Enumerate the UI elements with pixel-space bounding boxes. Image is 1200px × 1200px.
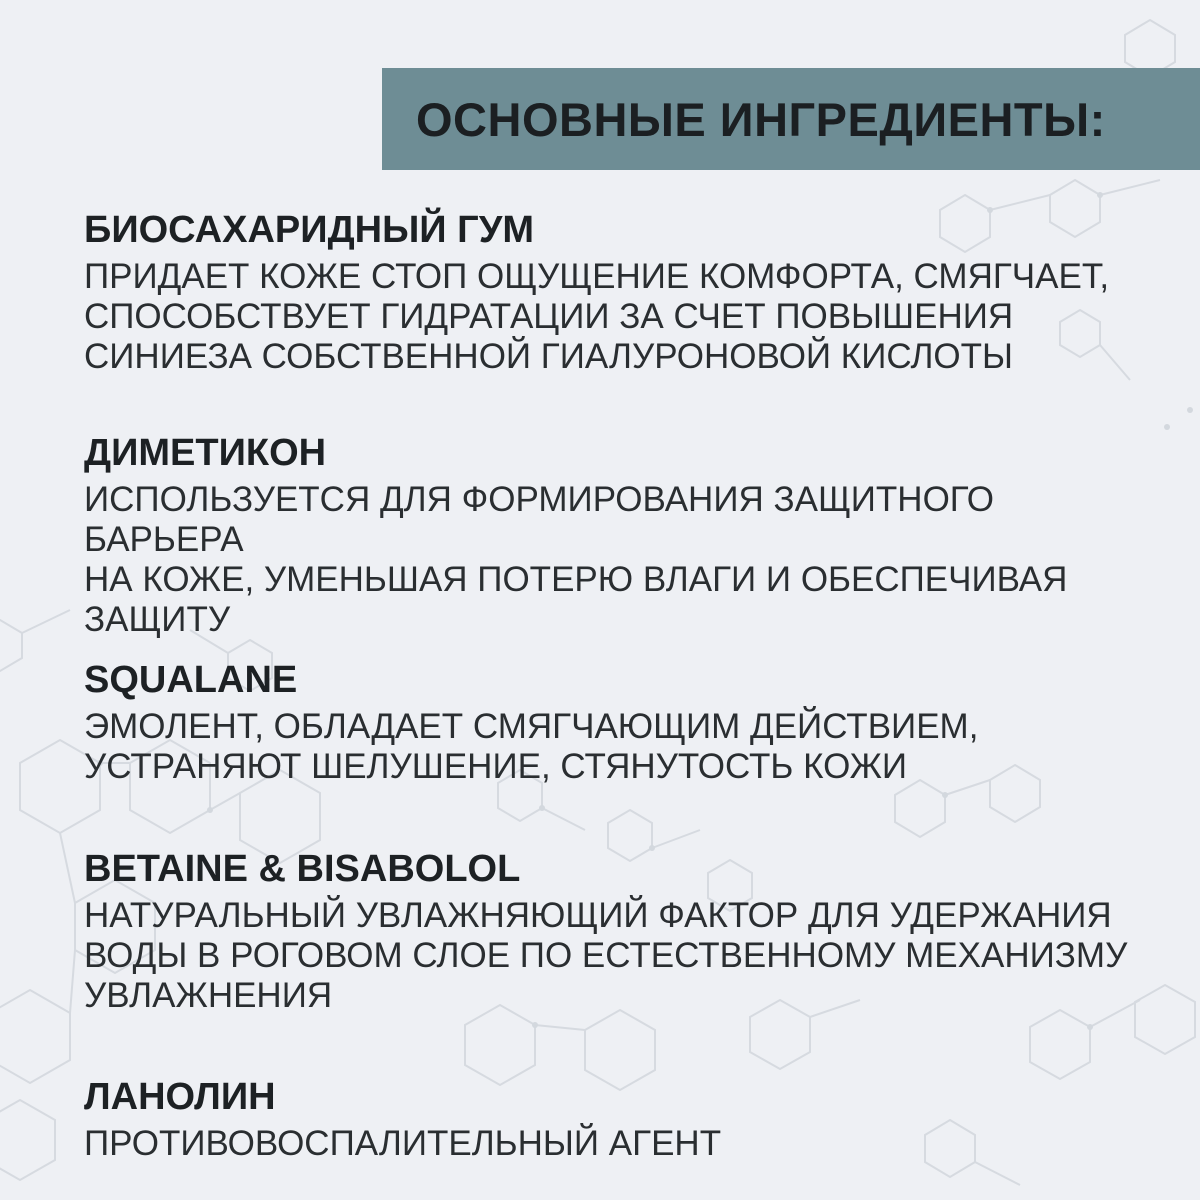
ingredient-betaine-bisabolol xyxy=(84,846,1144,1016)
ingredient-description: ПРОТИВОВОСПАЛИТЕЛЬНЫЙ АГЕНТ xyxy=(84,1124,722,1163)
ingredient-biosaccharide-gum xyxy=(84,207,1144,377)
ingredient-description: ПРИДАЕТ КОЖЕ СТОП ОЩУЩЕНИЕ КОМФОРТА, СМЯГЧАЕТ, СПОСОБСТВУЕТ ГИДРАТАЦИИ ЗА СЧЕТ ПОВЫШЕНИЯ СИНИЕЗА СОБСТВЕННОЙ ГИАЛУРОНОВОЙ КИСЛОТЫ xyxy=(84,257,1110,376)
ingredient-name: ДИМЕТИКОН xyxy=(84,432,327,474)
ingredient-lanolin xyxy=(84,1074,1144,1164)
ingredient-name: SQUALANE xyxy=(84,659,298,701)
page-title: ОСНОВНЫЕ ИНГРЕДИЕНТЫ: xyxy=(416,92,1106,146)
ingredient-dimethicone xyxy=(84,430,1144,640)
ingredient-name: ЛАНОЛИН xyxy=(84,1076,276,1118)
ingredient-description: ЭМОЛЕНТ, ОБЛАДАЕТ СМЯГЧАЮЩИМ ДЕЙСТВИЕМ, УСТРАНЯЮТ ШЕЛУШЕНИЕ, СТЯНУТОСТЬ КОЖИ xyxy=(84,707,979,786)
ingredient-description: НАТУРАЛЬНЫЙ УВЛАЖНЯЮЩИЙ ФАКТОР ДЛЯ УДЕРЖАНИЯ ВОДЫ В РОГОВОМ СЛОЕ ПО ЕСТЕСТВЕННОМУ МЕХАНИЗМУ УВЛАЖНЕНИЯ xyxy=(84,896,1128,1015)
ingredient-name: BETAINE & BISABOLOL xyxy=(84,848,521,890)
header-banner xyxy=(382,68,1200,170)
ingredient-squalane xyxy=(84,657,1144,787)
ingredient-description: ИСПОЛЬЗУЕТСЯ ДЛЯ ФОРМИРОВАНИЯ ЗАЩИТНОГО БАРЬЕРА НА КОЖЕ, УМЕНЬШАЯ ПОТЕРЮ ВЛАГИ И ОБЕСПЕЧИВАЯ ЗАЩИТУ xyxy=(84,480,1068,639)
ingredient-name: БИОСАХАРИДНЫЙ ГУМ xyxy=(84,209,534,251)
